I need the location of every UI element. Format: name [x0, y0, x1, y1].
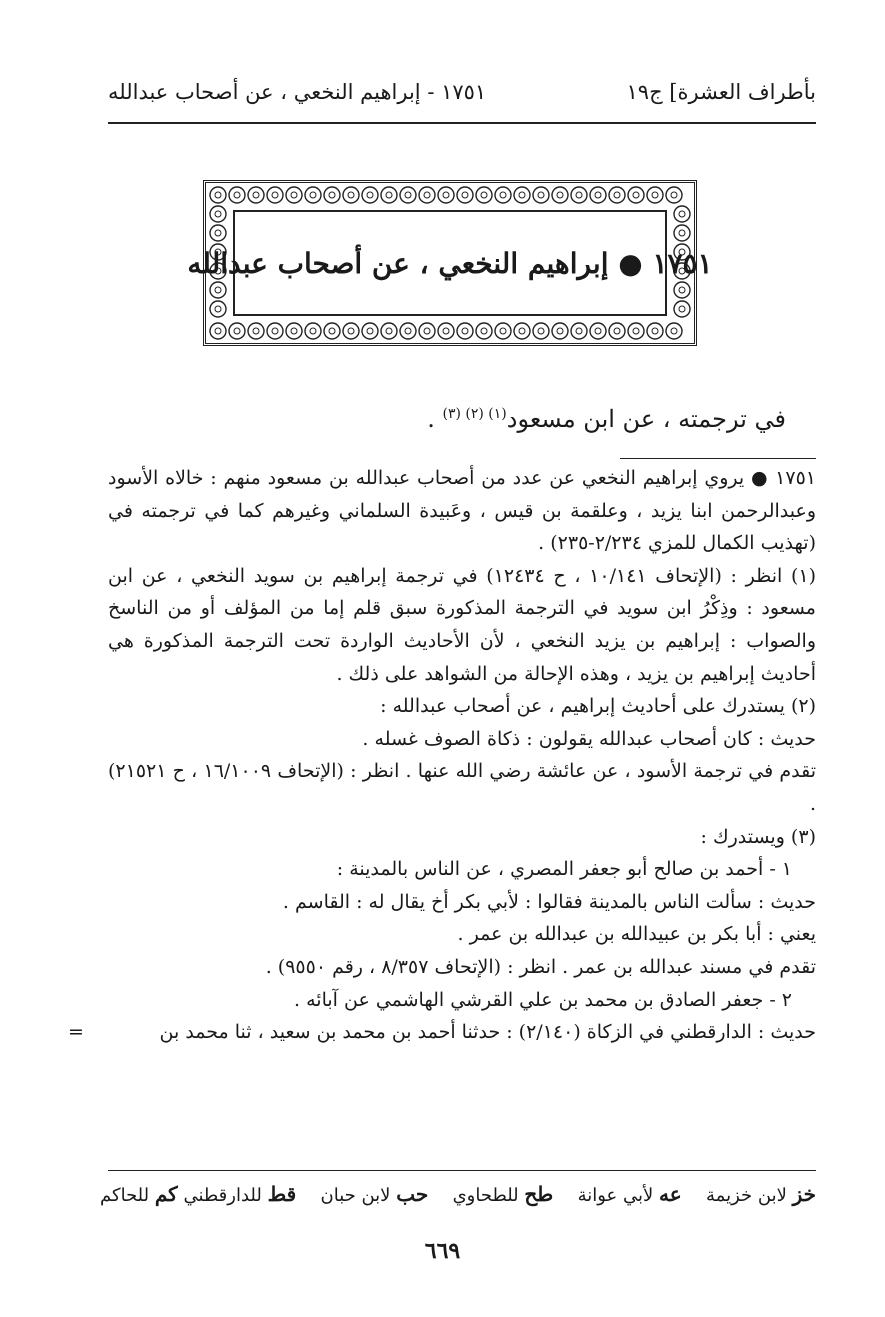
- ornament-ring: [343, 187, 359, 203]
- note-line: حديث : سألت الناس بالمدينة فقالوا : لأبي بكر أخ يقال له : القاسم .: [282, 890, 816, 913]
- ornament-ring: [674, 225, 690, 241]
- ornament-ring-core: [576, 192, 582, 198]
- ornament-ring-core: [462, 328, 468, 334]
- footnote-3: (٣) ويستدرك :: [700, 825, 816, 848]
- ornament-ring: [666, 323, 682, 339]
- footnotes: [68, 462, 817, 1049]
- ornament-ring-core: [679, 230, 685, 236]
- ornament-ring-core: [215, 211, 221, 217]
- ornament-ring: [210, 206, 226, 222]
- ornament-ring-core: [310, 192, 316, 198]
- ornament-ring-core: [215, 306, 221, 312]
- chapter-title: [187, 247, 712, 280]
- abbr-item: طح للطحاوي: [452, 1182, 554, 1206]
- chapter-number: ١٧٥١: [652, 246, 713, 280]
- ornament-ring: [514, 187, 530, 203]
- footnote-2: (٢) يستدرك على أحاديث إبراهيم ، عن أصحاب عبدالله :: [380, 695, 816, 718]
- ornament-ring: [495, 187, 511, 203]
- ornament-ring: [628, 187, 644, 203]
- ornament-ring: [457, 323, 473, 339]
- ornament-ring: [400, 323, 416, 339]
- ornament-ring: [609, 323, 625, 339]
- ornament-ring-core: [671, 328, 677, 334]
- lead-text: في ترجمته ، عن ابن مسعود: [506, 405, 786, 433]
- ornament-ring-core: [576, 328, 582, 334]
- ornament-ring-core: [500, 328, 506, 334]
- ornament-ring-core: [481, 328, 487, 334]
- ornament-ring: [609, 187, 625, 203]
- ornament-ring: [552, 187, 568, 203]
- ornament-ring: [674, 206, 690, 222]
- ornament-ring-core: [405, 192, 411, 198]
- ornament-ring-core: [614, 328, 620, 334]
- ornament-ring-core: [367, 328, 373, 334]
- ornament-ring: [229, 187, 245, 203]
- ornament-ring-core: [424, 192, 430, 198]
- ornament-ring: [343, 323, 359, 339]
- ornament-ring: [286, 323, 302, 339]
- lead-end: .: [427, 405, 443, 433]
- ornament-ring: [495, 323, 511, 339]
- footnote-rule: [620, 458, 816, 459]
- ornament-ring: [267, 187, 283, 203]
- footnote-refs: (١) (٢) (٣): [442, 406, 507, 422]
- ornament-ring: [476, 323, 492, 339]
- ornament-ring-core: [519, 328, 525, 334]
- abbreviations-rule: [108, 1170, 816, 1171]
- ornament-ring-core: [633, 192, 639, 198]
- header-book-title: بأطراف العشرة] ج١٩: [626, 80, 816, 104]
- running-header: [108, 74, 816, 110]
- lead-line: [108, 405, 786, 433]
- ornament-ring: [248, 187, 264, 203]
- ornament-ring-core: [481, 192, 487, 198]
- ornament-ring: [286, 187, 302, 203]
- ornament-ring-core: [253, 192, 259, 198]
- ornament-ring-core: [272, 328, 278, 334]
- ornament-ring: [419, 323, 435, 339]
- footnote-1: (١) انظر : (الإتحاف ١٠/١٤١ ، ح ١٢٤٣٤) في ترجمة إبراهيم بن سويد النخعي ، عن ابن مسعود : وذِكْرُ ابن سويد في الترجمة المذكورة سبق قلم إما من المؤلف أو من الناسخ والصواب : إبراهيم بن يزيد النخعي ، لأن الأحاديث الواردة تحت الترجمة المذكورة هي أحاديث إبراهيم بن يزيد ، وهذه الإحالة من الشواهد على ذلك .: [108, 564, 816, 685]
- ornament-ring: [590, 323, 606, 339]
- ornament-ring: [419, 187, 435, 203]
- ornament-ring: [666, 187, 682, 203]
- ornament-ring: [381, 187, 397, 203]
- ornament-ring-core: [557, 328, 563, 334]
- ornament-ring-core: [329, 328, 335, 334]
- ornament-ring: [457, 187, 473, 203]
- ornament-ring: [362, 323, 378, 339]
- ornament-ring-core: [679, 287, 685, 293]
- ornament-ring-core: [519, 192, 525, 198]
- note-last-line-text: حديث : الدارقطني في الزكاة (٢/١٤٠) : حدثنا أحمد بن محمد بن سعيد ، ثنا محمد بن: [159, 1021, 816, 1044]
- continuation-mark: =: [68, 1021, 84, 1044]
- ornament-ring: [362, 187, 378, 203]
- ornament-ring: [381, 323, 397, 339]
- ornament-ring: [438, 323, 454, 339]
- ornament-ring-core: [614, 192, 620, 198]
- ornament-ring: [324, 323, 340, 339]
- ornament-ring-core: [253, 328, 259, 334]
- ornament-ring-core: [215, 192, 221, 198]
- ornament-ring: [514, 323, 530, 339]
- ornament-ring: [590, 187, 606, 203]
- ornament-ring-core: [538, 192, 544, 198]
- ornament-ring-core: [671, 192, 677, 198]
- note-line: تقدم في مسند عبدالله بن عمر . انظر : (الإتحاف ٨/٣٥٧ ، رقم ٩٥٥٠) .: [265, 955, 816, 978]
- ornament-ring: [628, 323, 644, 339]
- abbr-item: خز لابن خزيمة: [706, 1182, 816, 1206]
- ornament-ring-core: [234, 328, 240, 334]
- ornament-ring-core: [679, 211, 685, 217]
- note-line: ١ - أحمد بن صالح أبو جعفر المصري ، عن الناس بالمدينة :: [336, 858, 792, 881]
- ornament-ring: [571, 187, 587, 203]
- ornament-ring: [210, 225, 226, 241]
- ornament-ring: [571, 323, 587, 339]
- note-line: [68, 1016, 816, 1049]
- ornament-ring-core: [462, 192, 468, 198]
- note-line: حديث : كان أصحاب عبدالله يقولون : ذكاة الصوف غسله .: [362, 727, 816, 750]
- ornament-ring: [305, 323, 321, 339]
- abbr-item: عه لأبي عوانة: [577, 1182, 682, 1206]
- ornament-ring-core: [595, 328, 601, 334]
- ornament-ring: [533, 323, 549, 339]
- ornament-ring-core: [386, 328, 392, 334]
- chapter-title-text: إبراهيم النخعي ، عن أصحاب عبدالله: [187, 246, 609, 280]
- ornament-ring: [305, 187, 321, 203]
- ornament-ring-core: [348, 328, 354, 334]
- ornament-ring: [267, 323, 283, 339]
- note-line: تقدم في ترجمة الأسود ، عن عائشة رضي الله عنها . انظر : (الإتحاف ١٦/١٠٠٩ ، ح ٢١٥٢١) .: [108, 760, 817, 815]
- ornament-ring-core: [329, 192, 335, 198]
- ornament-ring-core: [215, 230, 221, 236]
- ornament-ring-core: [310, 328, 316, 334]
- ornament-ring-core: [652, 192, 658, 198]
- ornament-ring-core: [215, 287, 221, 293]
- ornament-ring-core: [538, 328, 544, 334]
- ornament-ring: [533, 187, 549, 203]
- bullet-icon: ●: [618, 246, 643, 280]
- ornament-ring: [552, 323, 568, 339]
- ornament-ring: [476, 187, 492, 203]
- abbr-item: قط للدارقطني كم للحاكم: [100, 1182, 297, 1206]
- note-line: يعني : أبا بكر بن عبيدالله بن عبدالله بن عمر .: [457, 923, 816, 946]
- ornament-ring: [210, 187, 226, 203]
- ornament-ring: [438, 187, 454, 203]
- ornament-ring-core: [405, 328, 411, 334]
- ornament-ring-core: [234, 192, 240, 198]
- ornament-ring-core: [291, 328, 297, 334]
- ornament-ring-core: [652, 328, 658, 334]
- ornament-ring-core: [443, 328, 449, 334]
- abbr-item: حب لابن حبان: [320, 1182, 429, 1206]
- abbreviations-legend: [100, 1182, 816, 1206]
- ornament-ring: [229, 323, 245, 339]
- ornament-ring-core: [595, 192, 601, 198]
- ornament-ring-core: [443, 192, 449, 198]
- header-rule: [108, 122, 816, 124]
- note-line: ٢ - جعفر الصادق بن محمد بن علي القرشي الهاشمي عن آبائه .: [294, 988, 792, 1011]
- chapter-title-box: [187, 210, 713, 316]
- ornament-ring-core: [500, 192, 506, 198]
- ornament-ring-core: [215, 328, 221, 334]
- ornament-ring: [647, 187, 663, 203]
- ornament-ring: [210, 323, 226, 339]
- ornament-ring-core: [367, 192, 373, 198]
- chapter-title-frame: [187, 180, 713, 346]
- ornament-ring-core: [348, 192, 354, 198]
- header-chapter-title: ١٧٥١ - إبراهيم النخعي ، عن أصحاب عبدالله: [108, 80, 487, 104]
- ornament-ring-core: [633, 328, 639, 334]
- ornament-ring: [400, 187, 416, 203]
- ornament-ring: [324, 187, 340, 203]
- ornament-ring-core: [557, 192, 563, 198]
- ornament-ring-core: [272, 192, 278, 198]
- ornament-ring-core: [424, 328, 430, 334]
- page-number: ٦٦٩: [424, 1238, 461, 1264]
- ornament-ring: [210, 301, 226, 317]
- note-paragraph: ١٧٥١ ● يروي إبراهيم النخعي عن عدد من أصحاب عبدالله بن مسعود منهم : خالاه الأسود وعبدالرحمن ابنا يزيد ، وعلقمة بن قيس ، وعَبيدة السلماني وغيرهم كما في ترجمته في (تهذيب الكمال للمزي ٢/٢٣٤-٢٣٥) .: [108, 467, 816, 555]
- ornament-ring: [674, 301, 690, 317]
- ornament-ring-core: [291, 192, 297, 198]
- ornament-ring: [248, 323, 264, 339]
- ornament-ring: [210, 282, 226, 298]
- ornament-ring: [674, 282, 690, 298]
- ornament-ring: [647, 323, 663, 339]
- ornament-ring-core: [386, 192, 392, 198]
- ornament-ring-core: [679, 306, 685, 312]
